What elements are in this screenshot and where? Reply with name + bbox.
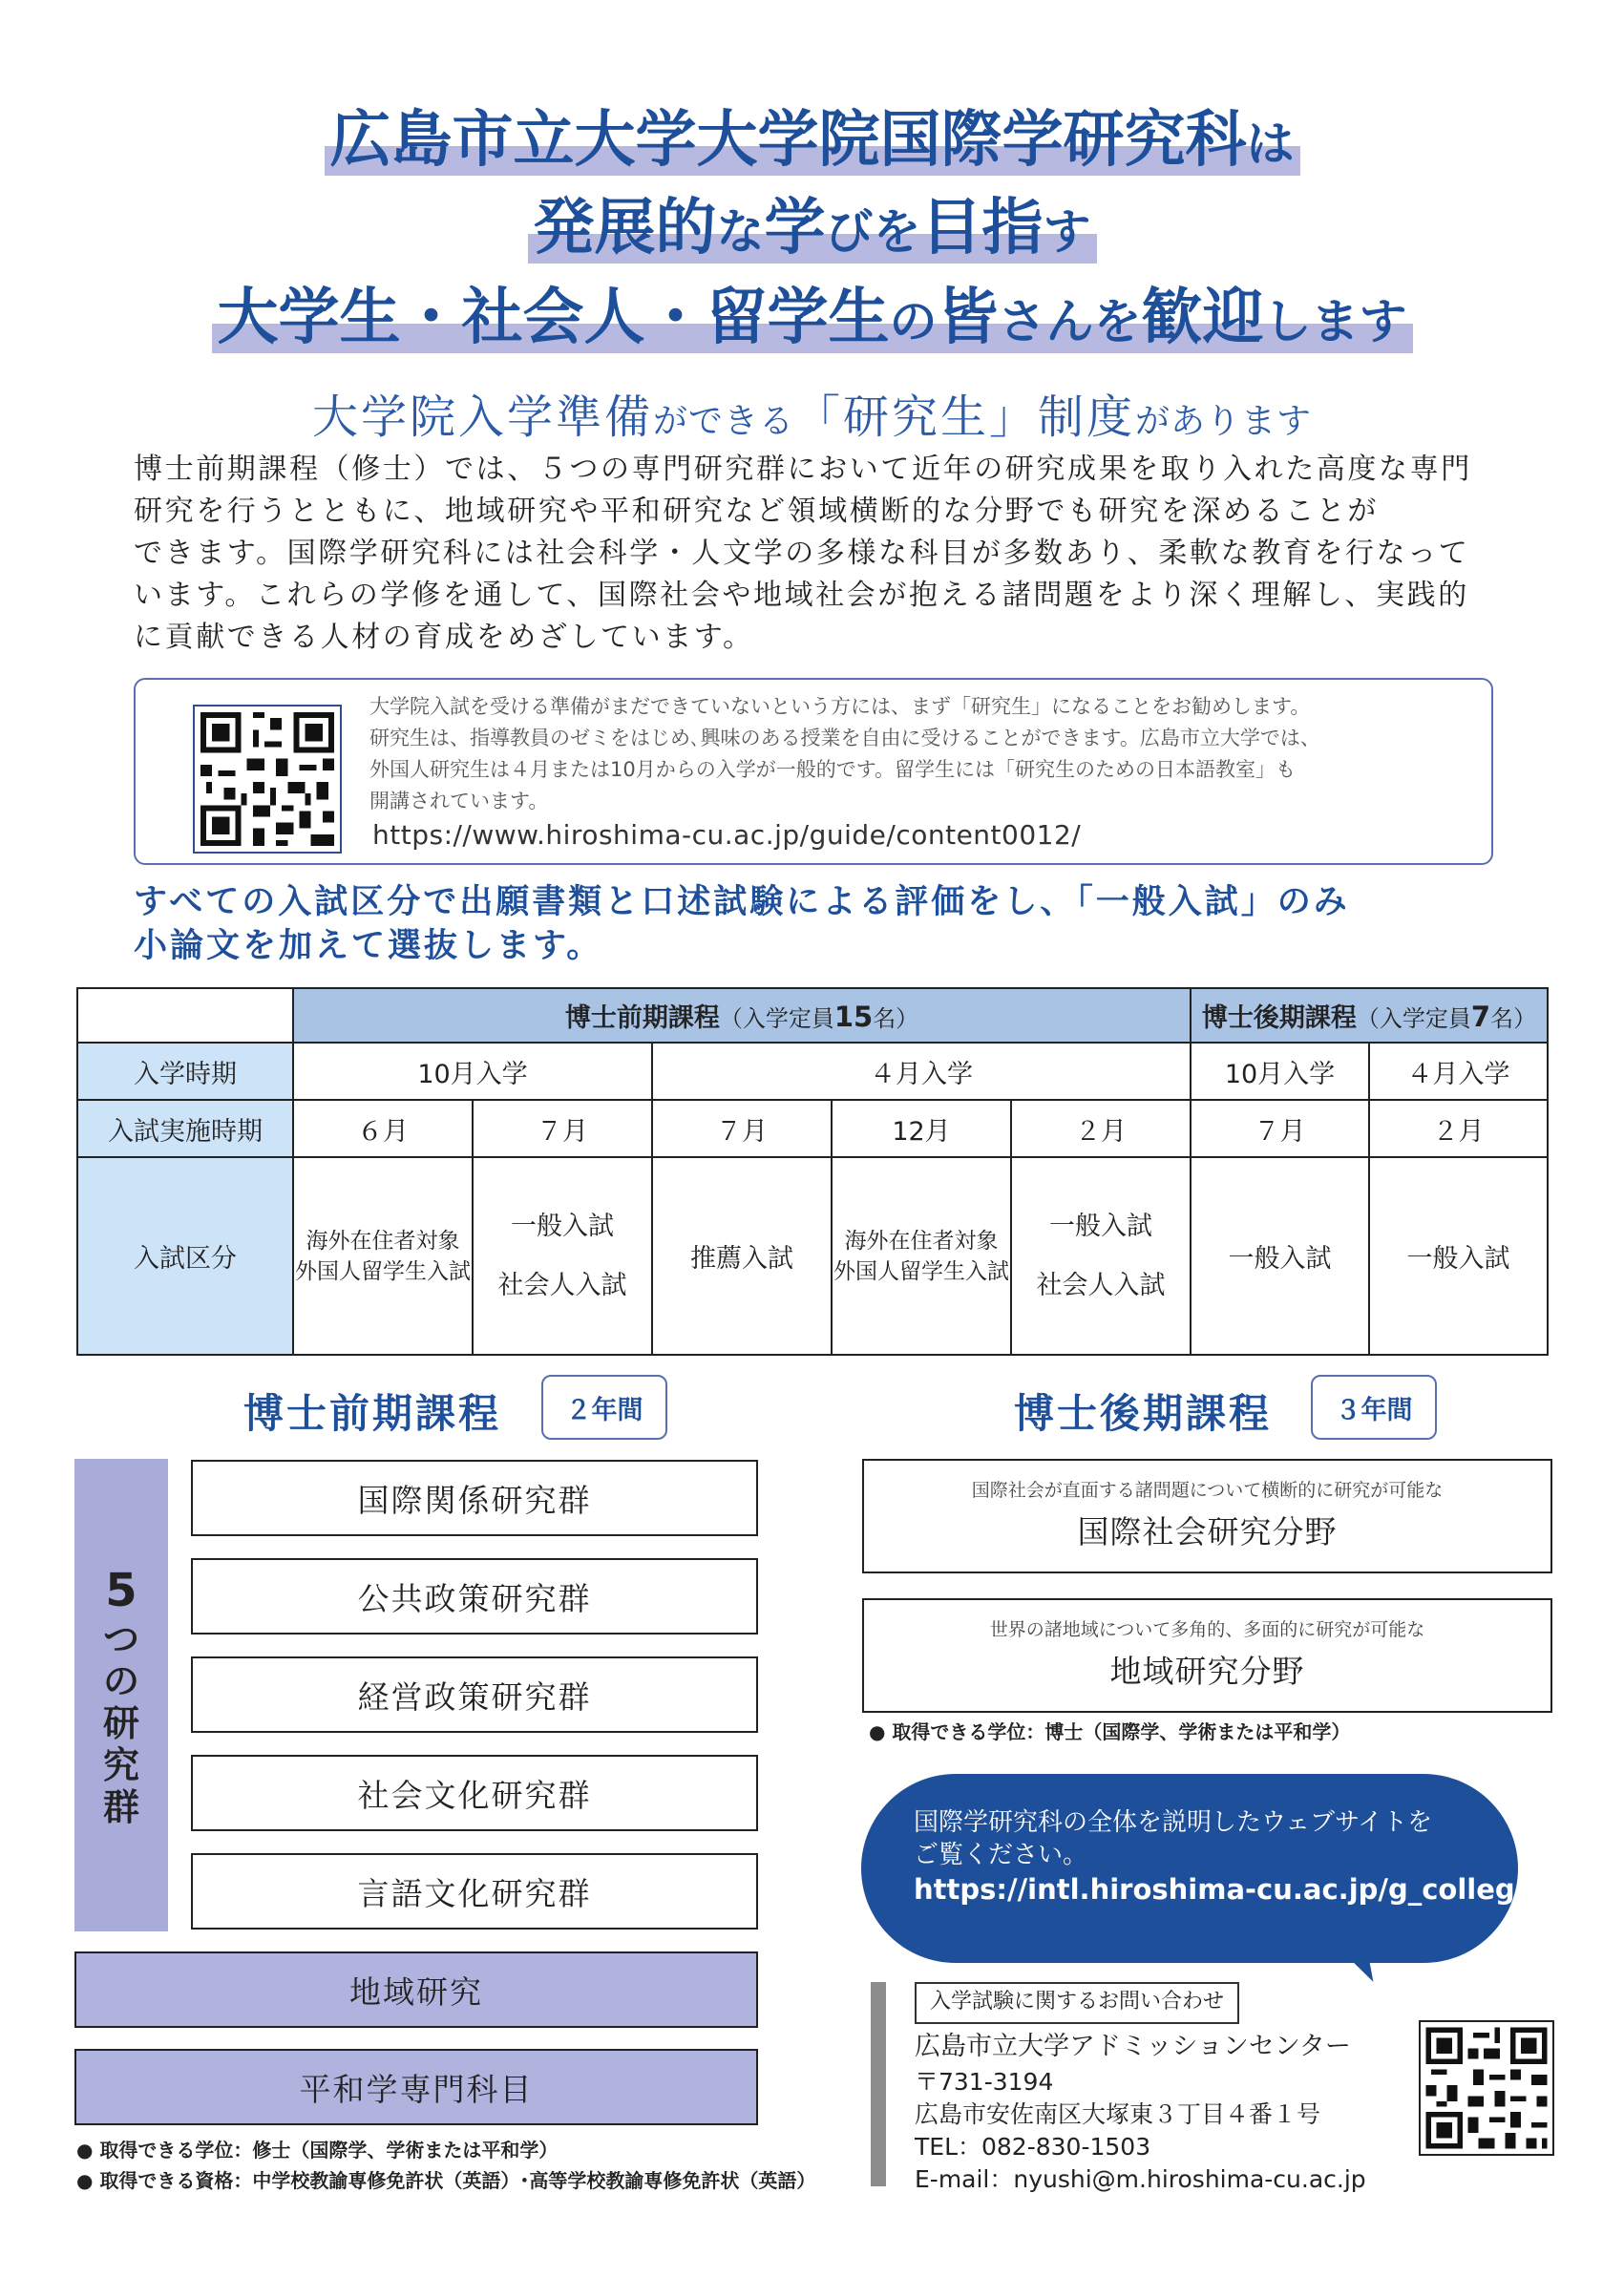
qr-code-icon[interactable] (193, 705, 342, 854)
master-duration-badge: ２年間 (541, 1375, 667, 1440)
table-cell: ７月 (652, 1100, 832, 1157)
table-cell: ２月 (1011, 1100, 1191, 1157)
doctor-header-cell: 博士後期課程（入学定員7名） (1191, 988, 1548, 1043)
doctor-degree-note: ● 取得できる学位：博士（国際学、学術または平和学） (869, 1720, 1351, 1743)
graduate-website-link[interactable]: https://intl.hiroshima-cu.ac.jp/g_college/ (914, 1873, 1544, 1906)
research-group-item: 社会文化研究群 (191, 1755, 758, 1831)
selection-notice: すべての入試区分で出願書類と口述試験による評価をし、「一般入試」のみ 小論文を加えて選抜します。 (134, 883, 1350, 965)
peace-studies-box: 平和学専門科目 (74, 2049, 758, 2125)
contact-info: 広島市立大学アドミッションセンター 〒731-3194 広島市安佐南区大塚東３丁目４番１号 TEL：082-830-1503 E-mail：nyushi@m.hiroshima-cu.ac.jp (915, 2028, 1366, 2196)
table-cell: 海外在住者対象 外国人留学生入試 (293, 1157, 473, 1355)
infobox-text: 大学院入試を受ける準備がまだできていないという方には、まず「研究生」になることをお勧めします。 研究生は、指導教員のゼミをはじめ､興味のある授業を自由に受けることができます。広島市立大学では、 外国人研究生は４月または10月からの入学が一般的です。留学生には「研究生のための日本語教室」も 開講されています。 (369, 695, 1320, 812)
research-student-url-link[interactable]: https://www.hiroshima-cu.ac.jp/guide/content0012/ (372, 819, 1082, 851)
research-group-item: 国際関係研究群 (191, 1460, 758, 1536)
headline (0, 105, 1624, 373)
contact-label: 入学試験に関するお問い合わせ (915, 1982, 1239, 2024)
doctor-field-regional: 世界の諸地域について多角的、多面的に研究が可能な 地域研究分野 (862, 1598, 1552, 1713)
regional-studies-box: 地域研究 (74, 1951, 758, 2028)
table-cell: 一般入試 (1369, 1157, 1548, 1355)
table-cell: 12月 (832, 1100, 1011, 1157)
five-research-groups-label: 5 つ の 研 究 群 (74, 1459, 168, 1931)
bubble-text: 国際学研究科の全体を説明したウェブサイトを ご覧ください。 (914, 1808, 1433, 1869)
table-cell: ４月入学 (1369, 1043, 1548, 1100)
headline-line-2: 発展的な学びを目指す (528, 193, 1097, 264)
table-corner (77, 988, 293, 1043)
table-cell: ６月 (293, 1100, 473, 1157)
table-cell: ４月入学 (652, 1043, 1191, 1100)
doctor-duration-badge: ３年間 (1311, 1375, 1437, 1440)
subtitle: 大学院入学準備ができる「研究生」制度があります (311, 390, 1313, 444)
qr-code-icon[interactable] (1419, 2020, 1554, 2156)
research-group-item: 経営政策研究群 (191, 1656, 758, 1733)
table-cell: ７月 (473, 1100, 652, 1157)
table-cell: 一般入試 (1191, 1157, 1369, 1355)
research-group-item: 公共政策研究群 (191, 1558, 758, 1635)
master-degree-note: ● 取得できる学位：修士（国際学、学術または平和学） (76, 2139, 559, 2162)
contact-email-link[interactable]: E-mail：nyushi@m.hiroshima-cu.ac.jp (915, 2165, 1366, 2193)
admission-schedule-table (76, 987, 1549, 1356)
row-label-exam-period: 入試実施時期 (77, 1100, 293, 1157)
master-header-cell: 博士前期課程（入学定員15名） (293, 988, 1191, 1043)
table-cell: 海外在住者対象 外国人留学生入試 (832, 1157, 1011, 1355)
website-speech-bubble (861, 1774, 1544, 1963)
table-cell: ２月 (1369, 1100, 1548, 1157)
headline-line-1: 広島市立大学大学院国際学研究科は (325, 105, 1300, 176)
headline-line-3: 大学生・社会人・留学生の皆さんを歓迎します (212, 283, 1413, 353)
row-label-admission: 入学時期 (77, 1043, 293, 1100)
doctor-course-title: 博士後期課程 (1014, 1390, 1273, 1437)
table-cell: ７月 (1191, 1100, 1369, 1157)
contact-accent-bar (871, 1982, 886, 2186)
research-student-infobox (134, 678, 1493, 865)
master-license-note: ● 取得できる資格：中学校教諭専修免許状（英語）･高等学校教諭専修免許状（英語） (76, 2169, 816, 2192)
row-label-exam-type: 入試区分 (77, 1157, 293, 1355)
research-group-item: 言語文化研究群 (191, 1853, 758, 1930)
intro-paragraph: 博士前期課程（修士）では、５つの専門研究群において近年の研究成果を取り入れた高度な専門 研究を行うとともに、地域研究や平和研究など領域横断的な分野でも研究を深めることが できます。国際学研究科には社会科学・人文学の多様な科目が多数あり、柔軟な教育を行なって います。これらの学修を通して、国際社会や地域社会が抱える諸問題をより深く理解し、実践的 に貢献できる人材の育成をめざしています。 (134, 453, 1472, 654)
table-cell: 10月入学 (293, 1043, 652, 1100)
table-cell: 一般入試 社会人入試 (473, 1157, 652, 1355)
doctor-field-international: 国際社会が直面する諸問題について横断的に研究が可能な 国際社会研究分野 (862, 1459, 1552, 1573)
table-cell: 推薦入試 (652, 1157, 832, 1355)
master-course-title: 博士前期課程 (243, 1390, 502, 1437)
table-cell: 10月入学 (1191, 1043, 1369, 1100)
table-cell: 一般入試 社会人入試 (1011, 1157, 1191, 1355)
